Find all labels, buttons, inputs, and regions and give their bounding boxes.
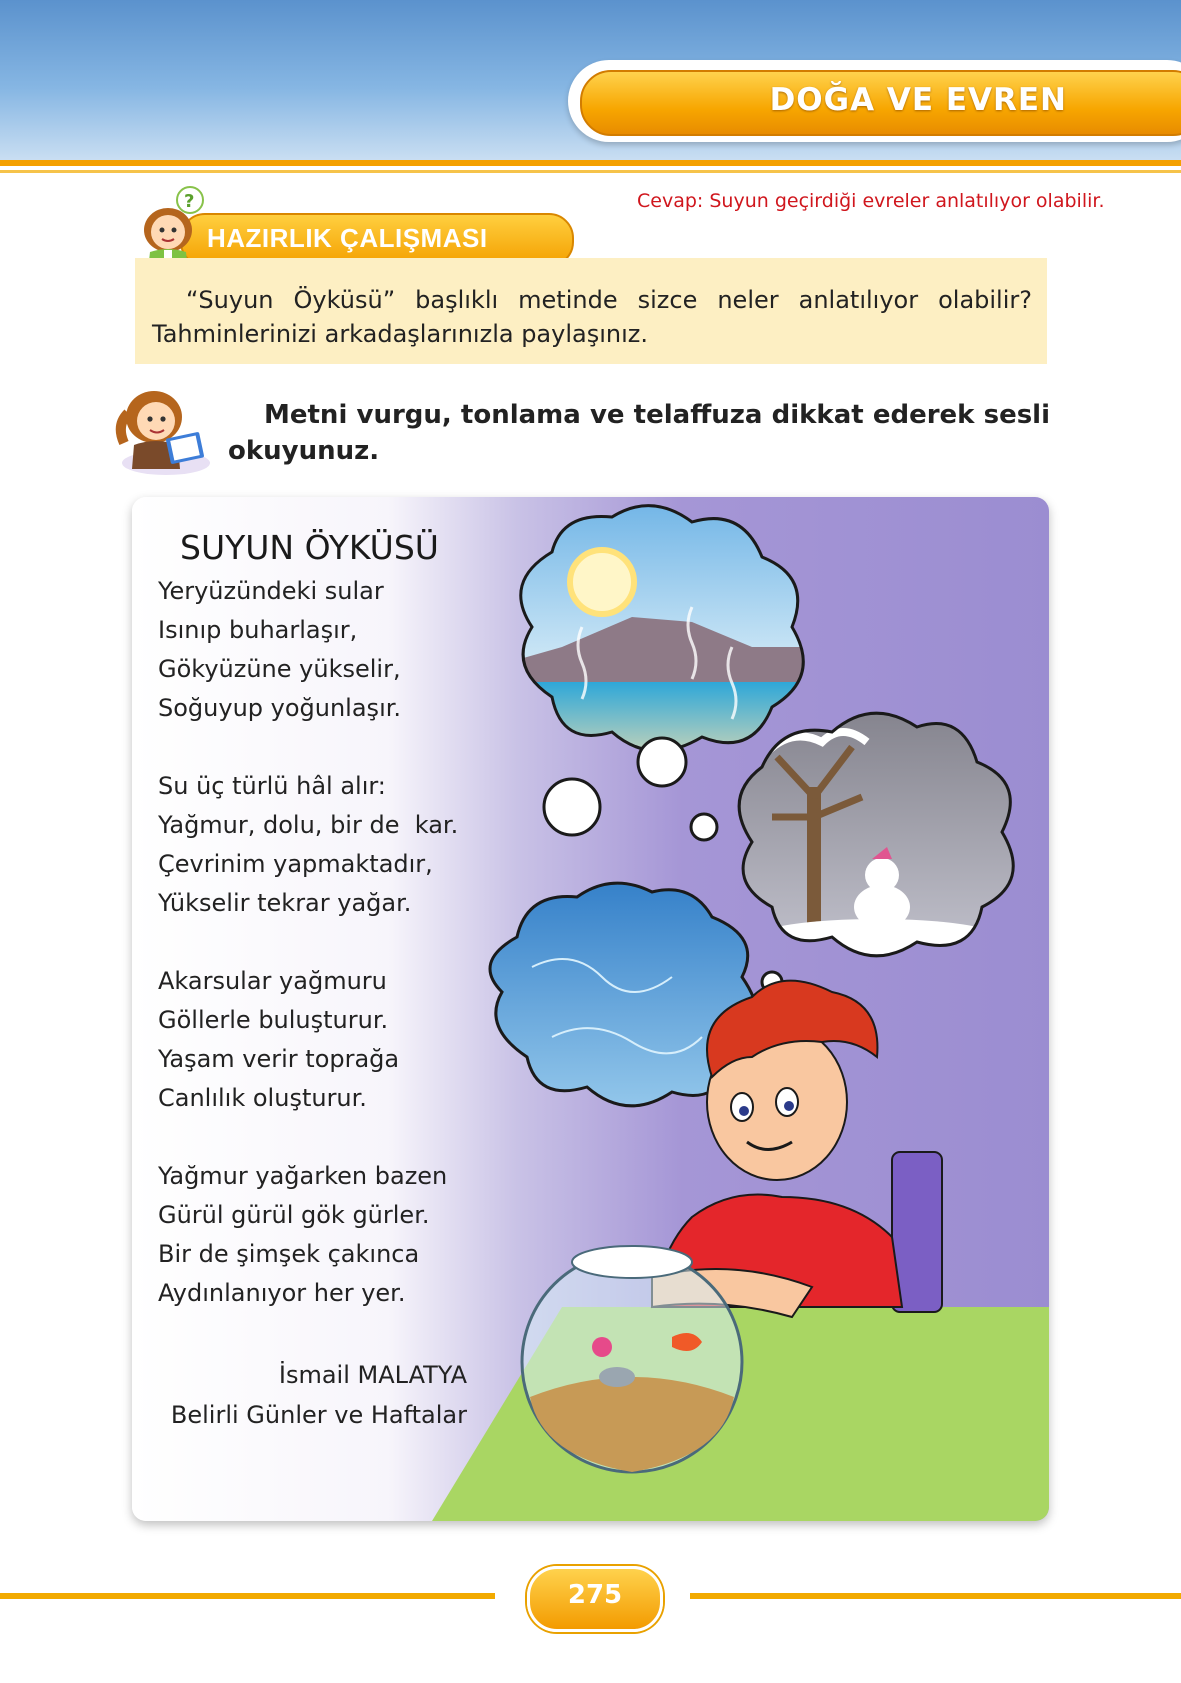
poem-line: Akarsular yağmuru (158, 967, 387, 995)
poem-line: Soğuyup yoğunlaşır. (158, 694, 402, 722)
poem-line: Gürül gürül gök gürler. (158, 1201, 430, 1229)
poem-attribution (171, 1355, 467, 1435)
reading-instruction: Metni vurgu, tonlama ve telaffuza dikkat ederek sesli okuyunuz. (228, 400, 1050, 466)
preparation-text: “Suyun Öyküsü” başlıklı metinde sizce neler anlatılıyor olabilir? Tahminlerinizi arkadaşlarınızla paylaşınız. (152, 286, 1032, 348)
poem-author: İsmail MALATYA (278, 1361, 467, 1389)
answer-note: Cevap: Suyun geçirdiği evreler anlatılıyor olabilir. (637, 190, 1105, 212)
stanza (158, 767, 458, 923)
poem-line: Yeryüzündeki sular (158, 577, 384, 605)
poem-line: Yükselir tekrar yağar. (158, 889, 412, 917)
poem-source: Belirli Günler ve Haftalar (170, 1401, 467, 1429)
poem-line: Yaşam verir toprağa (158, 1045, 400, 1073)
girl-reading-icon (110, 385, 222, 477)
page-number: 275 (567, 1580, 623, 1610)
poem-line: Göllerle buluşturur. (158, 1006, 389, 1034)
poem-body (158, 572, 458, 1352)
stanza (158, 962, 458, 1118)
stanza (158, 572, 458, 728)
section-title: DOĞA VE EVREN (769, 82, 1067, 118)
evaporation-cloud (492, 497, 832, 777)
footer-line-right (690, 1593, 1181, 1599)
poem-line: Çevrinim yapmaktadır, (158, 850, 433, 878)
header-stripe (0, 160, 1181, 166)
poem-title: SUYUN ÖYKÜSÜ (180, 528, 439, 567)
header-stripe-thin (0, 170, 1181, 173)
poem-line: Bir de şimşek çakınca (158, 1240, 420, 1268)
svg-text:?: ? (184, 191, 195, 212)
preparation-title: HAZIRLIK ÇALIŞMASI (207, 223, 488, 253)
snow-cloud (712, 687, 1042, 987)
stanza (158, 1157, 458, 1313)
poem-line: Su üç türlü hâl alır: (158, 772, 386, 800)
poem-line: Canlılık oluşturur. (158, 1084, 367, 1112)
poem-line: Aydınlanıyor her yer. (158, 1279, 406, 1307)
poem-line: Yağmur yağarken bazen (158, 1162, 448, 1190)
poem-line: Isınıp buharlaşır, (158, 616, 358, 644)
poem-line: Yağmur, dolu, bir de kar. (158, 811, 459, 839)
poem-line: Gökyüzüne yükselir, (158, 655, 401, 683)
footer-line-left (0, 1593, 495, 1599)
